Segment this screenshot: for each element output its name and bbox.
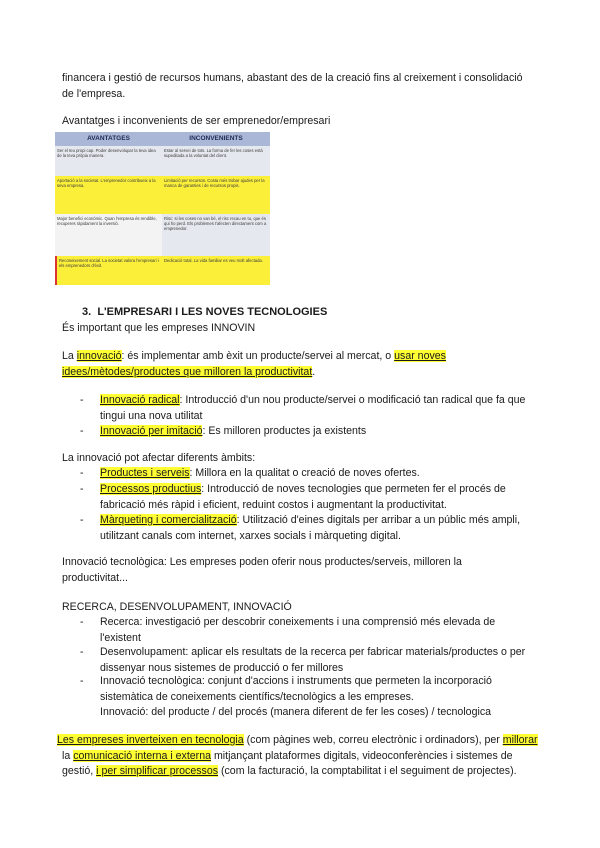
section-title: L'EMPRESARI I LES NOVES TECNOLOGIES bbox=[97, 306, 328, 318]
text-run: tingui una nova utilitat bbox=[100, 409, 203, 422]
highlight-term: usar noves bbox=[394, 350, 446, 362]
text-line: Innovació: del producte / del procés (manera diferent de fer les coses) / tecnologica bbox=[100, 706, 492, 718]
highlight-term: Productes i serveis bbox=[100, 467, 190, 479]
bullet: - bbox=[80, 483, 84, 495]
bullet: - bbox=[80, 467, 84, 479]
list-item bbox=[100, 674, 560, 721]
section-number: 3. bbox=[82, 306, 92, 318]
text-line: Innovació tecnològica: conjunt d'accions i instruments que permeten la incorporació bbox=[100, 675, 492, 687]
text-line: dissenyar nous sistemes de producció o fer millores bbox=[100, 661, 344, 674]
highlight-term: i per simplificar processos bbox=[96, 765, 219, 777]
table-cell: Major benefici econòmic. Quan l'empresa és rendible, recuperes ràpidament la inversió. bbox=[55, 214, 162, 256]
highlight-term: Innovació per imitació bbox=[100, 425, 203, 437]
text-line: l'existent bbox=[100, 631, 141, 644]
highlight-term: Les empreses inverteixen en tecnologia bbox=[57, 734, 244, 746]
table-cell: Dedicació total. La vida familiar es veu molt afectada. bbox=[162, 256, 270, 285]
text-line: Innovació tecnològica: Les empreses poden oferir nous productes/serveis, milloren la bbox=[62, 556, 462, 568]
text-line: Recerca: investigació per descobrir coneixements i una comprensió més elevada de bbox=[100, 616, 496, 628]
text-run: : Es milloren productes ja existents bbox=[202, 425, 367, 437]
text-line: Desenvolupament: aplicar els resultats de la recerca per fabricar materials/productes o per bbox=[100, 646, 526, 658]
text-run: . bbox=[312, 365, 316, 378]
table-cell: Risc: si les coses no van bé, el risc recau en tu, que és qui ho perd. Els problemes t'afecten directament com a emprenedor. bbox=[162, 214, 270, 256]
definition-line-2 bbox=[62, 365, 560, 381]
bullet: - bbox=[80, 646, 84, 658]
text-run: : és implementar amb èxit un producte/servei al mercat, o bbox=[121, 350, 395, 362]
intro-line-1: financera i gestió de recursos humans, abastant des de la creació fins al creixement i consolidació bbox=[62, 72, 523, 84]
list-item bbox=[100, 615, 560, 646]
text-run: (com pàgines web, correu electrònic i ordinadors), per bbox=[243, 734, 503, 746]
bullet: - bbox=[80, 616, 84, 628]
text-run: la bbox=[62, 749, 74, 762]
highlight-term: idees/mètodes/productes que milloren la productivitat bbox=[62, 365, 313, 378]
highlight-term: Màrqueting i comercialització bbox=[100, 514, 237, 526]
text-run: : Introducció d'un nou producte/servei o modificació tan radical que fa que bbox=[179, 394, 526, 406]
text-run: gestió, bbox=[62, 765, 97, 777]
highlight-term: Processos productius bbox=[100, 483, 202, 495]
table-caption: Avantatges i inconvenients de ser emprenedor/empresari bbox=[62, 115, 331, 127]
text-run: : Introducció de noves tecnologies que permeten fer el procés de bbox=[201, 483, 506, 495]
highlight-term: comunicació interna i externa bbox=[73, 749, 211, 762]
bullet: - bbox=[80, 514, 84, 526]
list-item bbox=[100, 513, 560, 544]
list-item bbox=[100, 645, 560, 676]
table-header-advantages: AVANTATGES bbox=[55, 132, 162, 146]
tech-innovation-paragraph bbox=[62, 555, 560, 586]
rdi-title: RECERCA, DESENVOLUPAMENT, INNOVACIÓ bbox=[62, 601, 292, 613]
section-heading bbox=[82, 306, 327, 318]
list-item bbox=[100, 482, 560, 513]
highlight-term: millorar bbox=[502, 734, 538, 746]
list-item bbox=[100, 424, 560, 440]
bullet: - bbox=[80, 394, 84, 406]
table-cell: Reconeixement social. La societat valora l'empresari i els emprenedors d'èxit. bbox=[55, 256, 162, 285]
list-item bbox=[100, 393, 560, 424]
final-paragraph bbox=[57, 733, 564, 780]
text-run: utilitzant canals com internet, xarxes socials i màrqueting digital. bbox=[100, 529, 401, 542]
text-run: (com la facturació, la comptabilitat i el seguiment de projectes). bbox=[218, 765, 517, 777]
text-run: La bbox=[62, 350, 77, 362]
text-line: sistemàtica de coneixements científics/tecnològics a les empreses. bbox=[100, 690, 414, 703]
text-run: fabricació més ràpid i eficient, reduint costos i augmentant la productivitat. bbox=[100, 498, 447, 511]
definition-line-1 bbox=[62, 349, 560, 365]
bullet: - bbox=[80, 675, 84, 687]
innovation-definition bbox=[62, 349, 560, 380]
advantages-table bbox=[55, 132, 270, 285]
intro-paragraph bbox=[62, 71, 560, 102]
section-subtitle: És important que les empreses INNOVIN bbox=[62, 322, 256, 334]
highlight-term: innovació bbox=[76, 350, 122, 362]
bullet: - bbox=[80, 425, 84, 437]
table-cell: Ser el teu propi cap. Poder desenvolupar la teva idea de la teva pròpia manera. bbox=[55, 146, 162, 176]
highlight-term: Innovació radical bbox=[100, 394, 180, 406]
table-header-disadvantages: INCONVENIENTS bbox=[162, 132, 270, 146]
text-run: : Millora en la qualitat o creació de noves ofertes. bbox=[189, 467, 420, 479]
text-run: mitjançant plataformes digitals, videoconferències i sistemes de bbox=[211, 749, 513, 762]
table-cell: Estar al servei de tots. La forma de fer les coses està supeditada a la voluntat del client. bbox=[162, 146, 270, 176]
ambits-intro: La innovació pot afectar diferents àmbits: bbox=[62, 452, 256, 464]
list-item bbox=[100, 466, 560, 482]
intro-line-2: de l'empresa. bbox=[62, 87, 126, 100]
table-cell: Aportació a la societat. L'emprenedor contribueix a la seva empresa. bbox=[55, 176, 162, 214]
text-run: : Utilització d'eines digitals per arribar a un públic més ampli, bbox=[236, 514, 521, 526]
text-line: productivitat... bbox=[62, 571, 128, 584]
table-cell: Limitació per recursos. Costa més trobar ajudes per la manca de garanties i de recursos propis. bbox=[162, 176, 270, 214]
